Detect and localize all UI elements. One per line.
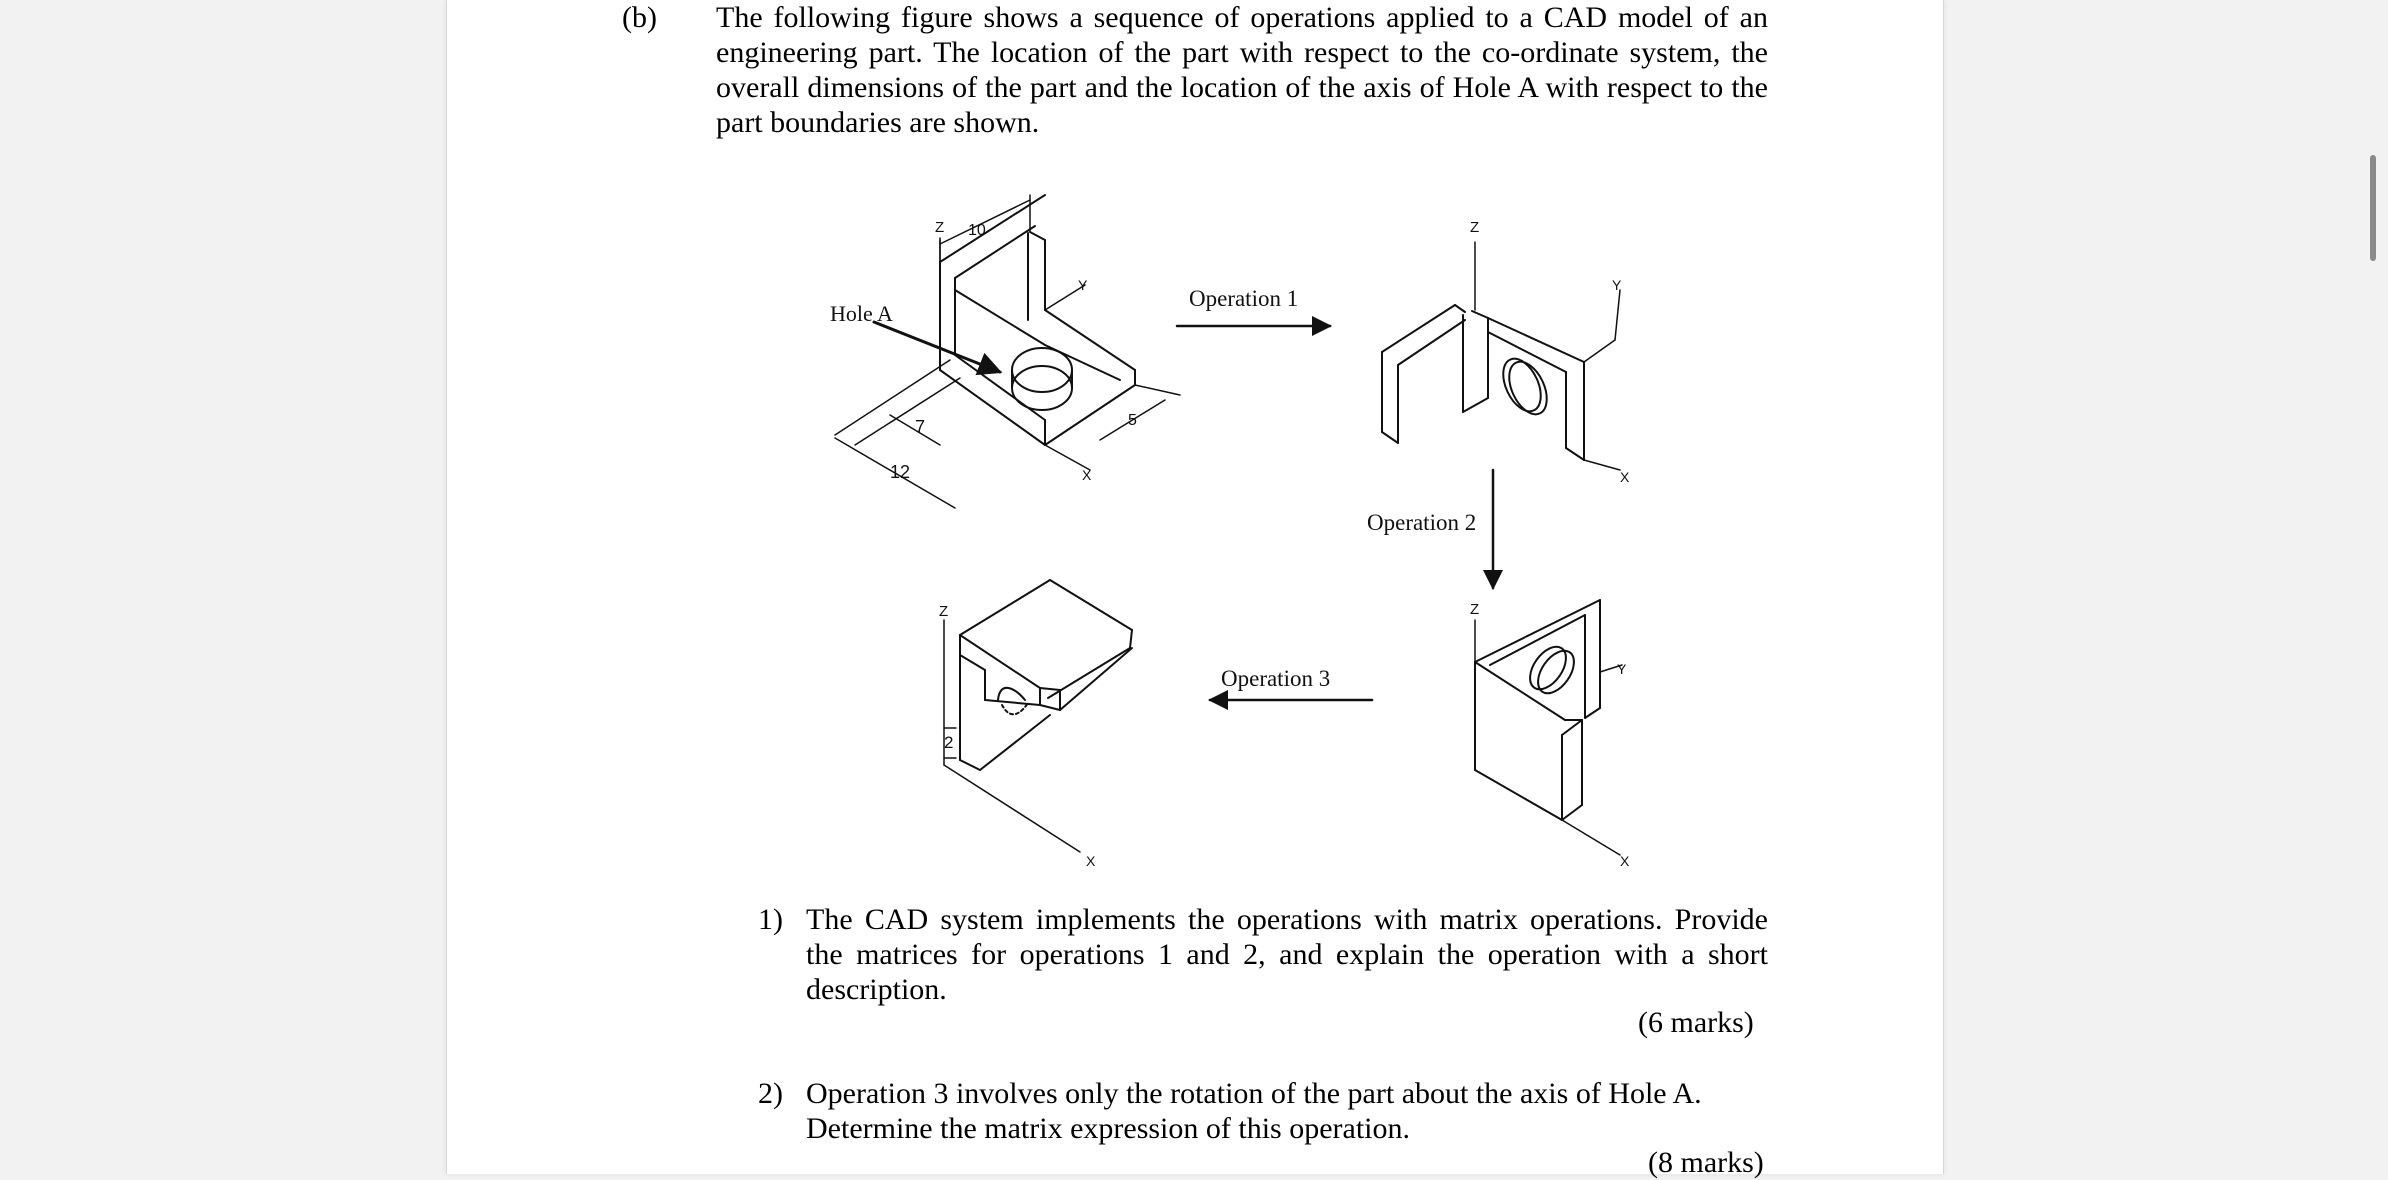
intro-paragraph: The following figure shows a sequence of operations applied to a CAD model of an engineering part. The location of the part with respect to the co-ordinate system, the overall dimensions of the part and the location of the axis of Hole A with respect to the part boundaries are shown. (716, 1, 1768, 139)
part1-dimensions (835, 195, 1180, 508)
part-after-op1 (1382, 305, 1584, 460)
part2-z-label: Z (1470, 219, 1480, 236)
dim-7: 7 (915, 417, 926, 437)
part1-y-label: Y (1078, 277, 1088, 293)
subquestion-1-text: The CAD system implements the operations with matrix operations. Provide the matrices for operations 1 and 2, and explain the operation with a short description. (806, 903, 1768, 1006)
hole-a-label: Hole A (830, 301, 893, 326)
part3-x-label: X (1620, 853, 1630, 869)
part3-z-label: Z (1470, 601, 1480, 618)
hole-a-arrow (874, 322, 1000, 372)
part2-x-label: X (1620, 469, 1630, 485)
part2-y-label: Y (1612, 277, 1622, 293)
part-label: (b) (622, 1, 657, 34)
part-after-op3 (960, 580, 1132, 770)
operation-1-label: Operation 1 (1189, 286, 1299, 311)
part1-x-label: X (1082, 467, 1092, 483)
part-after-op2 (1475, 600, 1600, 820)
dim-2: 2 (944, 733, 954, 752)
dim-10: 10 (968, 222, 986, 239)
subquestion-1-number: 1) (758, 903, 783, 936)
subquestion-1-marks: (6 marks) (1638, 1006, 1754, 1039)
operation-3-label: Operation 3 (1221, 666, 1331, 691)
part4-x-label: X (1086, 853, 1096, 869)
part2-axes (1475, 242, 1620, 470)
dim-5: 5 (1128, 412, 1137, 429)
dim-12: 12 (890, 462, 911, 482)
part4-z-label: Z (939, 603, 949, 620)
part1-z-label: Z (935, 219, 945, 236)
subquestion-2-number: 2) (758, 1077, 783, 1110)
part3-y-label: Y (1617, 661, 1627, 677)
vertical-scrollbar[interactable] (2370, 155, 2376, 261)
operation-2-label: Operation 2 (1367, 510, 1477, 535)
subquestion-2-text: Operation 3 involves only the rotation of the part about the axis of Hole A. Determine the matrix expression of this operation. (806, 1077, 1702, 1145)
subquestion-2-marks: (8 marks) (1648, 1146, 1764, 1179)
part4-axes (944, 620, 1080, 852)
